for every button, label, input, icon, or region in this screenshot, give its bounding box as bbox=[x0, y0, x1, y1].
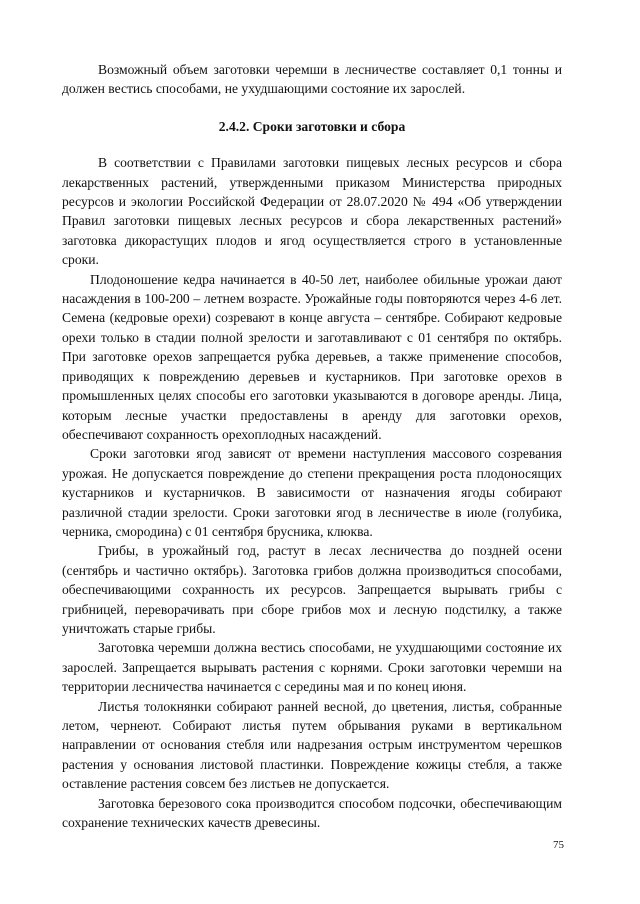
paragraph-bearberry: Листья толокнянки собирают ранней весной, до цветения, листья, собранные летом, чернеют. Собирают листья путем обрывания руками в вертикальном направлении от основания стебля или надрезания острым инструментом черешков растения у основания листовой пластинки. Повреждение кожицы стебля, а также оставление растения совсем без листьев не допускается. bbox=[62, 698, 562, 792]
paragraph-birch-sap: Заготовка березового сока производится способом подсочки, обеспечивающим сохранение технических качеств древесины. bbox=[62, 795, 562, 831]
section-heading: 2.4.2. Сроки заготовки и сбора bbox=[218, 118, 406, 134]
page-number: 75 bbox=[553, 839, 564, 851]
paragraph-cheremsha-volume: Возможный объем заготовки черемши в лесничестве составляет 0,1 тонны и должен вестись способами, не ухудшающими состояние их зарослей. bbox=[62, 62, 562, 97]
paragraph-cheremsha-harvest: Заготовка черемши должна вестись способами, не ухудшающими состояние их зарослей. Запрещается вырывать растения с корнями. Сроки заготовки черемши на территории лесничества начинается с середины мая и по конец июня. bbox=[62, 640, 562, 695]
page-content bbox=[62, 60, 562, 832]
paragraph-berries: Сроки заготовки ягод зависят от времени наступления массового созревания урожая. Не допускается повреждение до степени прекращения роста плодоносящих кустарников и кустарничков. В зависимости от назначения ягоды собирают различной стадии зрелости. Сроки заготовки ягод в лесничестве в июле (голубика, черника, смородина) с 01 сентября брусника, клюква. bbox=[62, 446, 562, 539]
paragraph-rules: В соответствии с Правилами заготовки пищевых лесных ресурсов и сбора лекарственных растений, утвержденными приказом Министерства природных ресурсов и экологии Российской Федерации от 28.07.2020 № 494 «Об утверждении Правил заготовки пищевых лесных ресурсов и сбора лекарственных растений» заготовка дикорастущих плодов и ягод осуществляется строго в установленные сроки. bbox=[62, 155, 562, 268]
paragraph-cedar: Плодоношение кедра начинается в 40-50 лет, наиболее обильные урожаи дают насаждения в 100-200 – летнем возрасте. Урожайные годы повторяются через 4-6 лет. Семена (кедровые орехи) созревают в конце августа – сентябре. Собирают кедровые орехи только в стадии полной зрелости и заготавливают с 01 сентября по октябрь. При заготовке орехов запрещается рубка деревьев, а также применение способов, приводящих к повреждению деревьев и кустарников. При заготовке орехов в промышленных целях способы его заготовки указываются в договоре аренды. Лица, которым лесные участки предоставлены в аренду для заготовки орехов, обеспечивают сохранность орехоплодных насаждений. bbox=[62, 271, 562, 442]
paragraph-mushrooms: Грибы, в урожайный год, растут в лесах лесничества до поздней осени (сентябрь и частично октябрь). Заготовка грибов должна производиться способами, обеспечивающими сохранность их ресурсов. Запрещается вырывать грибы с грибницей, переворачивать при сборе грибов мох и лесную подстилку, а также уничтожать старые грибы. bbox=[62, 543, 562, 636]
